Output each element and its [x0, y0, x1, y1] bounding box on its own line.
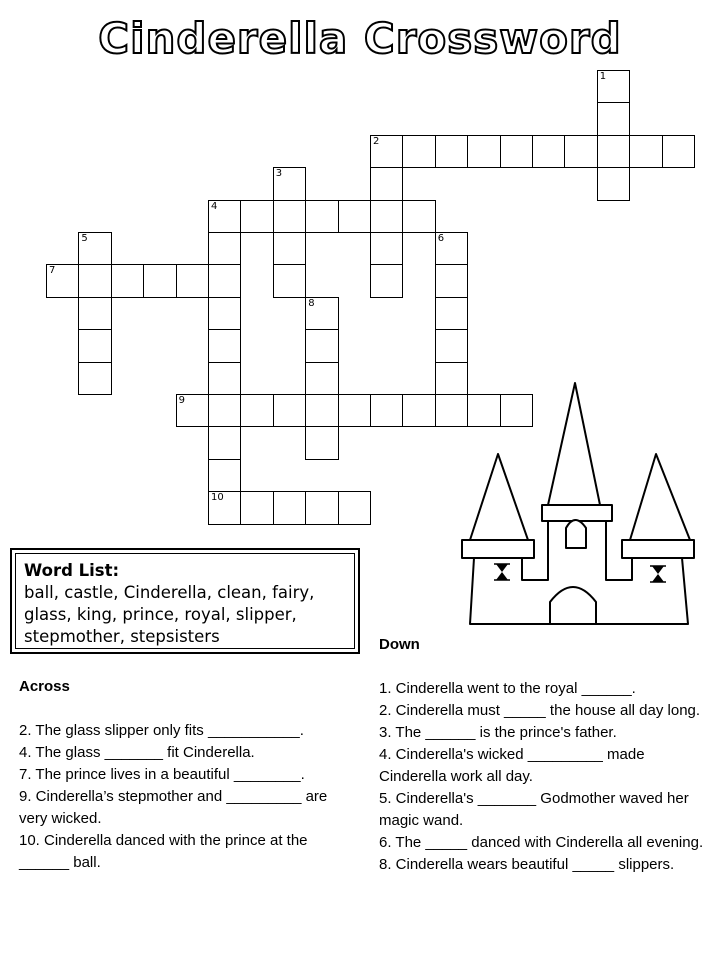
- crossword-cell[interactable]: [273, 232, 306, 265]
- crossword-cell[interactable]: [208, 394, 241, 427]
- crossword-cell[interactable]: [78, 232, 111, 265]
- clue-number: 2: [373, 135, 380, 147]
- crossword-cell[interactable]: [629, 135, 662, 168]
- crossword-cell[interactable]: [208, 264, 241, 297]
- down-clue: 3. The ______ is the prince's father.: [379, 724, 617, 741]
- across-heading: Across: [19, 678, 70, 695]
- crossword-cell[interactable]: [370, 200, 403, 233]
- clue-number: 8: [308, 297, 315, 309]
- word-list-box: [10, 548, 360, 654]
- crossword-cell[interactable]: [208, 426, 241, 459]
- clue-number: 3: [275, 168, 283, 180]
- crossword-cell[interactable]: [273, 394, 306, 427]
- crossword-cell[interactable]: [532, 135, 565, 168]
- crossword-cell[interactable]: [240, 491, 273, 524]
- crossword-cell[interactable]: [176, 394, 209, 427]
- crossword-cell[interactable]: [78, 297, 111, 330]
- crossword-cell[interactable]: [597, 70, 630, 103]
- clue-number: 5: [81, 233, 88, 244]
- clue-number: 4: [211, 200, 218, 212]
- crossword-cell[interactable]: [305, 297, 338, 330]
- page-title: Cinderella Crossword: [98, 14, 622, 63]
- crossword-cell[interactable]: [208, 491, 241, 524]
- crossword-cell[interactable]: [305, 200, 338, 233]
- crossword-cell[interactable]: [402, 200, 435, 233]
- crossword-cell[interactable]: [273, 264, 306, 297]
- crossword-cell[interactable]: [597, 167, 630, 200]
- crossword-cell[interactable]: [78, 329, 111, 362]
- crossword-cell[interactable]: [338, 491, 371, 524]
- down-clues: [379, 634, 715, 876]
- crossword-cell[interactable]: [370, 167, 403, 200]
- across-clue: 9. Cinderella’s stepmother and _________ are very wicked.: [19, 788, 328, 827]
- clue-number: 10: [211, 492, 224, 504]
- clue-number: 9: [178, 395, 185, 406]
- crossword-cell[interactable]: [143, 264, 176, 297]
- down-clue: 4. Cinderella's wicked _________ made Cinderella work all day.: [379, 746, 645, 785]
- castle-illustration: [460, 380, 700, 630]
- word-list-title: Word List:: [24, 561, 120, 580]
- crossword-cell[interactable]: [435, 135, 468, 168]
- crossword-cell[interactable]: [240, 200, 273, 233]
- down-clue: 2. Cinderella must _____ the house all day long.: [379, 702, 701, 719]
- crossword-cell[interactable]: [662, 135, 695, 168]
- crossword-cell[interactable]: [370, 394, 403, 427]
- across-clue: 4. The glass _______ fit Cinderella.: [19, 744, 255, 761]
- crossword-cell[interactable]: [273, 167, 306, 200]
- crossword-cell[interactable]: [338, 394, 371, 427]
- crossword-cell[interactable]: [240, 394, 273, 427]
- crossword-cell[interactable]: [370, 232, 403, 265]
- word-list-words: ball, castle, Cinderella, clean, fairy, glass, king, prince, royal, slipper, stepmother, stepsisters: [24, 583, 315, 646]
- crossword-cell[interactable]: [208, 232, 241, 265]
- crossword-cell[interactable]: [402, 135, 435, 168]
- crossword-cell[interactable]: [273, 200, 306, 233]
- across-clue: 10. Cinderella danced with the prince at the ______ ball.: [19, 832, 308, 871]
- crossword-cell[interactable]: [208, 329, 241, 362]
- down-heading: Down: [379, 636, 420, 653]
- crossword-cell[interactable]: [597, 102, 630, 135]
- down-clue: 6. The _____ danced with Cinderella all evening.: [379, 834, 704, 851]
- down-clue: 1. Cinderella went to the royal ______.: [379, 680, 636, 697]
- across-clues: [19, 676, 359, 874]
- crossword-cell[interactable]: [46, 264, 79, 297]
- crossword-cell[interactable]: [208, 200, 241, 233]
- crossword-cell[interactable]: [305, 329, 338, 362]
- crossword-cell[interactable]: [467, 135, 500, 168]
- clue-number: 1: [599, 71, 607, 82]
- clue-number: 7: [49, 265, 56, 277]
- crossword-cell[interactable]: [338, 200, 371, 233]
- crossword-cell[interactable]: [208, 297, 241, 330]
- crossword-cell[interactable]: [500, 135, 533, 168]
- crossword-cell[interactable]: [78, 264, 111, 297]
- crossword-cell[interactable]: [305, 394, 338, 427]
- crossword-cell[interactable]: [435, 329, 468, 362]
- crossword-cell[interactable]: [435, 297, 468, 330]
- down-clue: 5. Cinderella's _______ Godmother waved her magic wand.: [379, 790, 689, 829]
- crossword-cell[interactable]: [305, 491, 338, 524]
- crossword-cell[interactable]: [111, 264, 144, 297]
- crossword-cell[interactable]: [370, 264, 403, 297]
- crossword-cell[interactable]: [208, 459, 241, 492]
- crossword-cell[interactable]: [305, 426, 338, 459]
- crossword-cell[interactable]: [208, 362, 241, 395]
- across-clue: 7. The prince lives in a beautiful ________.: [19, 766, 305, 783]
- crossword-cell[interactable]: [370, 135, 403, 168]
- clue-number: 6: [437, 233, 445, 244]
- crossword-cell[interactable]: [176, 264, 209, 297]
- crossword-cell[interactable]: [78, 362, 111, 395]
- crossword-cell[interactable]: [435, 232, 468, 265]
- crossword-cell[interactable]: [273, 491, 306, 524]
- crossword-cell[interactable]: [597, 135, 630, 168]
- across-clue: 2. The glass slipper only fits ___________.: [19, 722, 304, 739]
- crossword-cell[interactable]: [435, 264, 468, 297]
- down-clue: 8. Cinderella wears beautiful _____ slippers.: [379, 856, 675, 873]
- crossword-cell[interactable]: [402, 394, 435, 427]
- crossword-cell[interactable]: [305, 362, 338, 395]
- crossword-cell[interactable]: [564, 135, 597, 168]
